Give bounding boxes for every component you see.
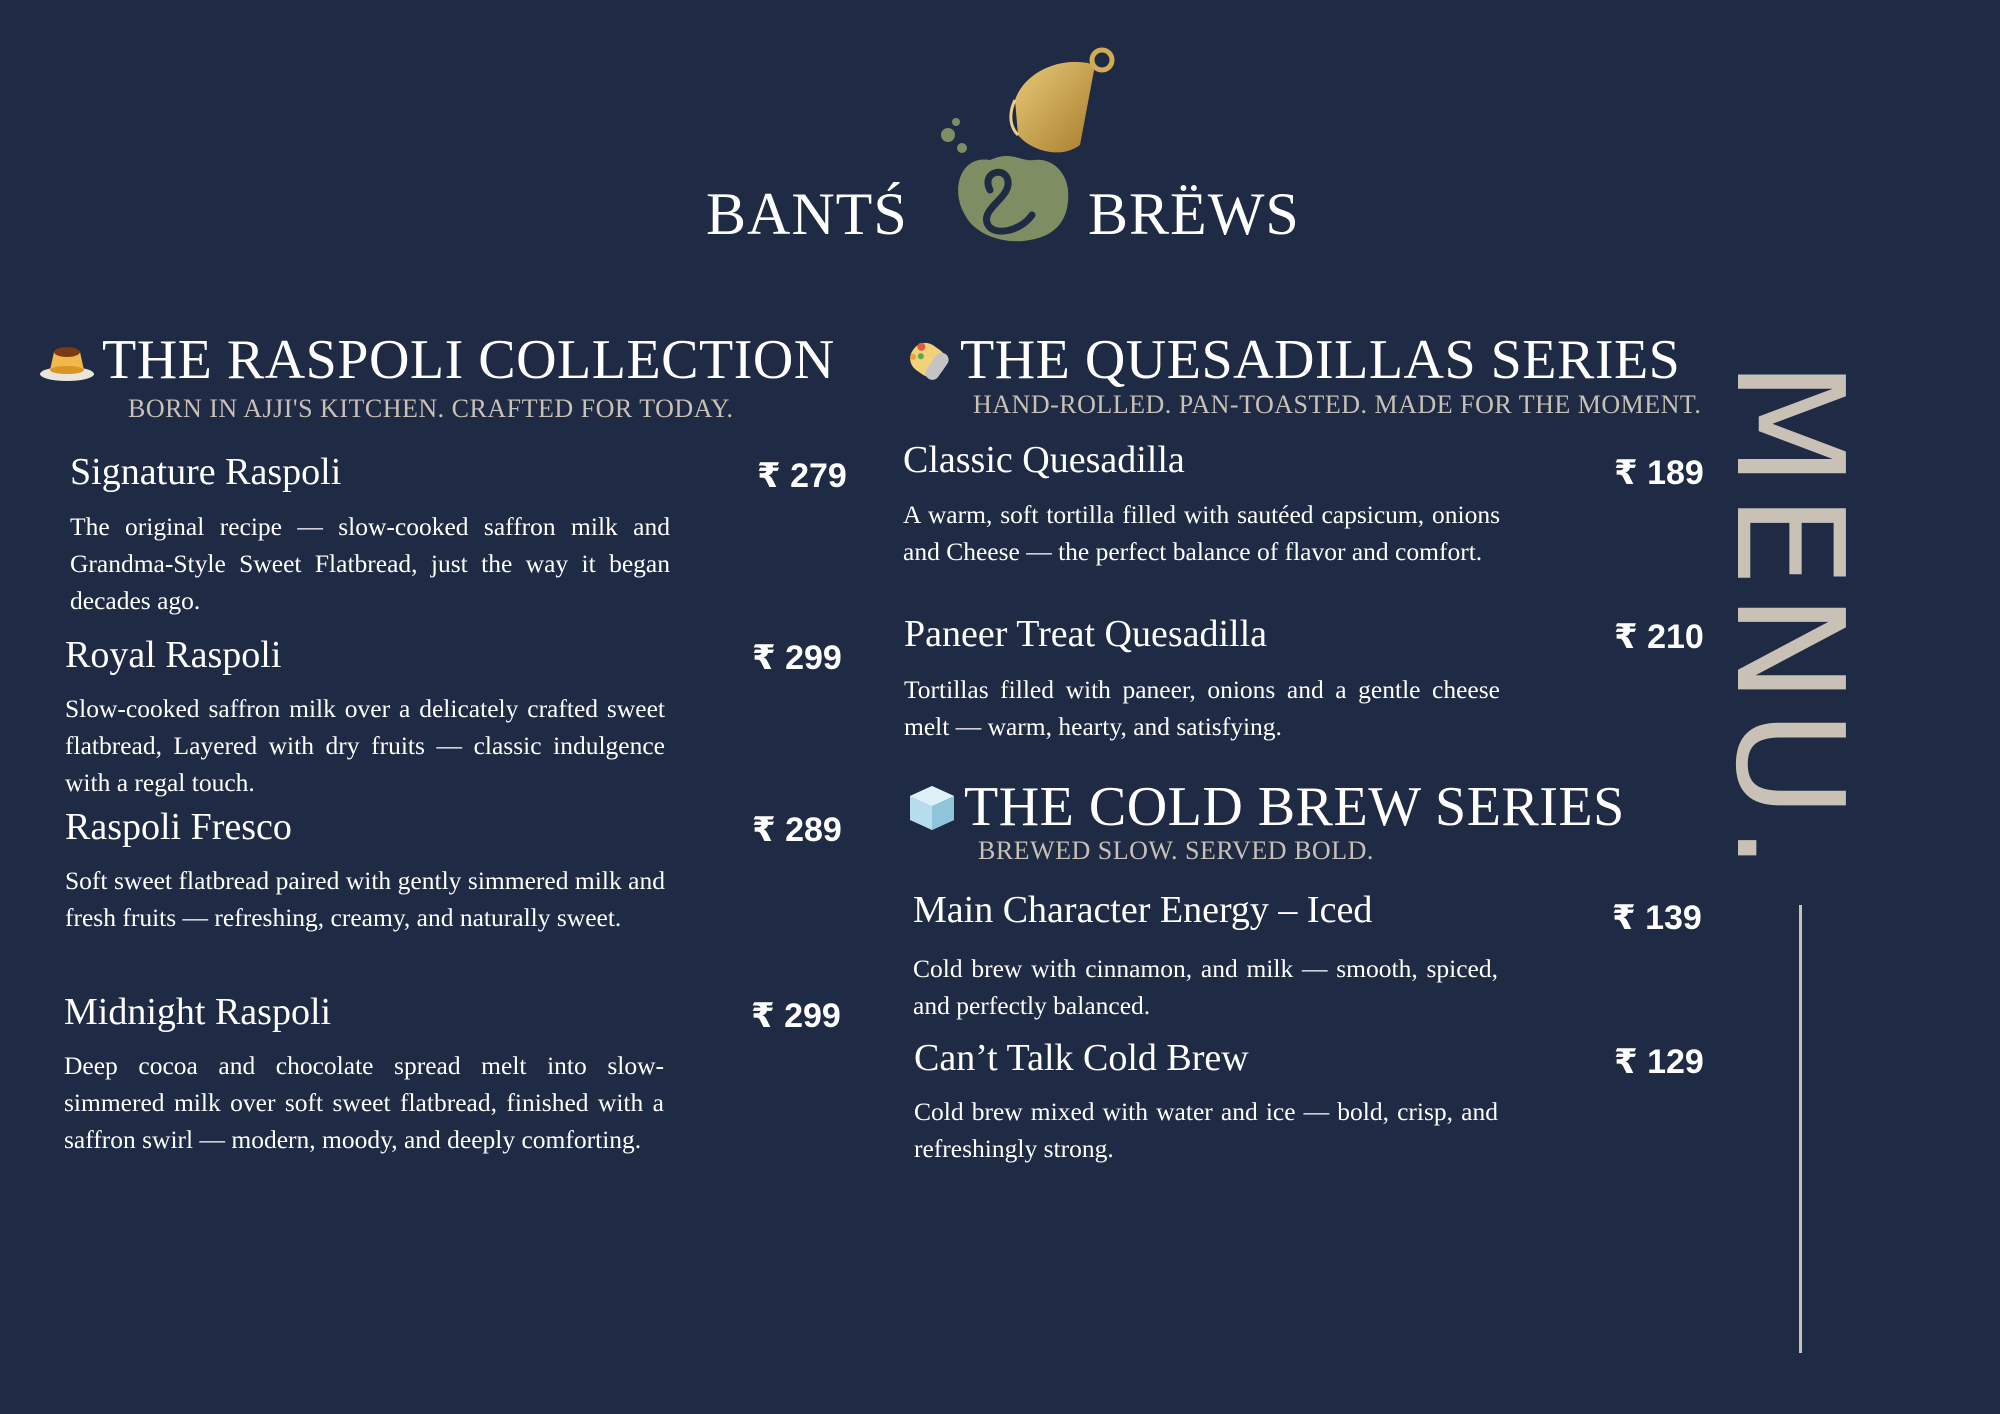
- section-subtitle-quesadillas: HAND-ROLLED. PAN-TOASTED. MADE FOR THE MOMENT.: [973, 390, 1702, 419]
- item-desc-classic-quesadilla: A warm, soft tortilla filled with sautéed capsicum, onions and Cheese — the perfect balance of flavor and comfort.: [903, 500, 1500, 566]
- item-desc-raspoli-fresco: Soft sweet flatbread paired with gently simmered milk and fresh fruits — refreshing, creamy, and naturally sweet.: [65, 866, 665, 932]
- flan-icon: [38, 338, 96, 382]
- section-title-text: THE RASPOLI COLLECTION: [102, 329, 835, 391]
- menu-vertical-label: MENU.: [1703, 360, 1875, 878]
- section-title-text: THE QUESADILLAS SERIES: [960, 329, 1681, 391]
- item-price-cant-talk-cold-brew: ₹ 129: [1614, 1043, 1704, 1081]
- brand-name-left: BANTŚ: [706, 181, 908, 247]
- item-name-signature-raspoli: Signature Raspoli: [70, 451, 342, 493]
- item-price-classic-quesadilla: ₹ 189: [1614, 454, 1704, 492]
- item-name-cant-talk-cold-brew: Can’t Talk Cold Brew: [914, 1037, 1249, 1079]
- section-title-quesadillas: [902, 328, 1680, 392]
- item-desc-cant-talk-cold-brew: Cold brew mixed with water and ice — bold, crisp, and refreshingly strong.: [914, 1097, 1498, 1163]
- section-subtitle-coldbrew: BREWED SLOW. SERVED BOLD.: [978, 836, 1374, 865]
- item-desc-paneer-treat-quesadilla: Tortillas filled with paneer, onions and a gentle cheese melt — warm, hearty, and satisfying.: [904, 675, 1500, 741]
- item-name-paneer-treat-quesadilla: Paneer Treat Quesadilla: [904, 613, 1268, 655]
- menu-divider-line: [1799, 905, 1802, 1353]
- section-subtitle-raspoli: BORN IN AJJI'S KITCHEN. CRAFTED FOR TODAY.: [128, 394, 734, 423]
- item-desc-royal-raspoli: Slow-cooked saffron milk over a delicately crafted sweet flatbread, Layered with dry fruits — classic indulgence with a regal touch.: [65, 694, 665, 797]
- burrito-icon: [902, 335, 954, 385]
- section-title-text: THE COLD BREW SERIES: [964, 776, 1625, 838]
- item-name-royal-raspoli: Royal Raspoli: [65, 634, 282, 676]
- item-name-raspoli-fresco: Raspoli Fresco: [65, 806, 292, 848]
- item-price-paneer-treat-quesadilla: ₹ 210: [1614, 618, 1704, 656]
- item-price-royal-raspoli: ₹ 299: [752, 639, 842, 677]
- item-price-signature-raspoli: ₹ 279: [757, 457, 847, 495]
- item-desc-midnight-raspoli: Deep cocoa and chocolate spread melt into slow-simmered milk over soft sweet flatbread, finished with a saffron swirl — modern, moody, and deeply comforting.: [64, 1051, 664, 1154]
- item-desc-signature-raspoli: The original recipe — slow-cooked saffron milk and Grandma-Style Sweet Flatbread, just the way it began decades ago.: [70, 512, 670, 615]
- brand-name-right: BRËWS: [1088, 181, 1300, 247]
- section-title-coldbrew: [904, 775, 1625, 839]
- item-price-raspoli-fresco: ₹ 289: [752, 811, 842, 849]
- item-price-midnight-raspoli: ₹ 299: [751, 997, 841, 1035]
- item-name-main-character-energy-iced: Main Character Energy – Iced: [913, 889, 1373, 931]
- item-name-classic-quesadilla: Classic Quesadilla: [903, 439, 1185, 481]
- section-title-raspoli: [38, 328, 835, 392]
- item-name-midnight-raspoli: Midnight Raspoli: [64, 991, 332, 1033]
- item-desc-main-character-energy-iced: Cold brew with cinnamon, and milk — smooth, spiced, and perfectly balanced.: [913, 954, 1498, 1020]
- ice-cube-icon: [904, 782, 958, 832]
- item-price-main-character-energy-iced: ₹ 139: [1612, 899, 1702, 937]
